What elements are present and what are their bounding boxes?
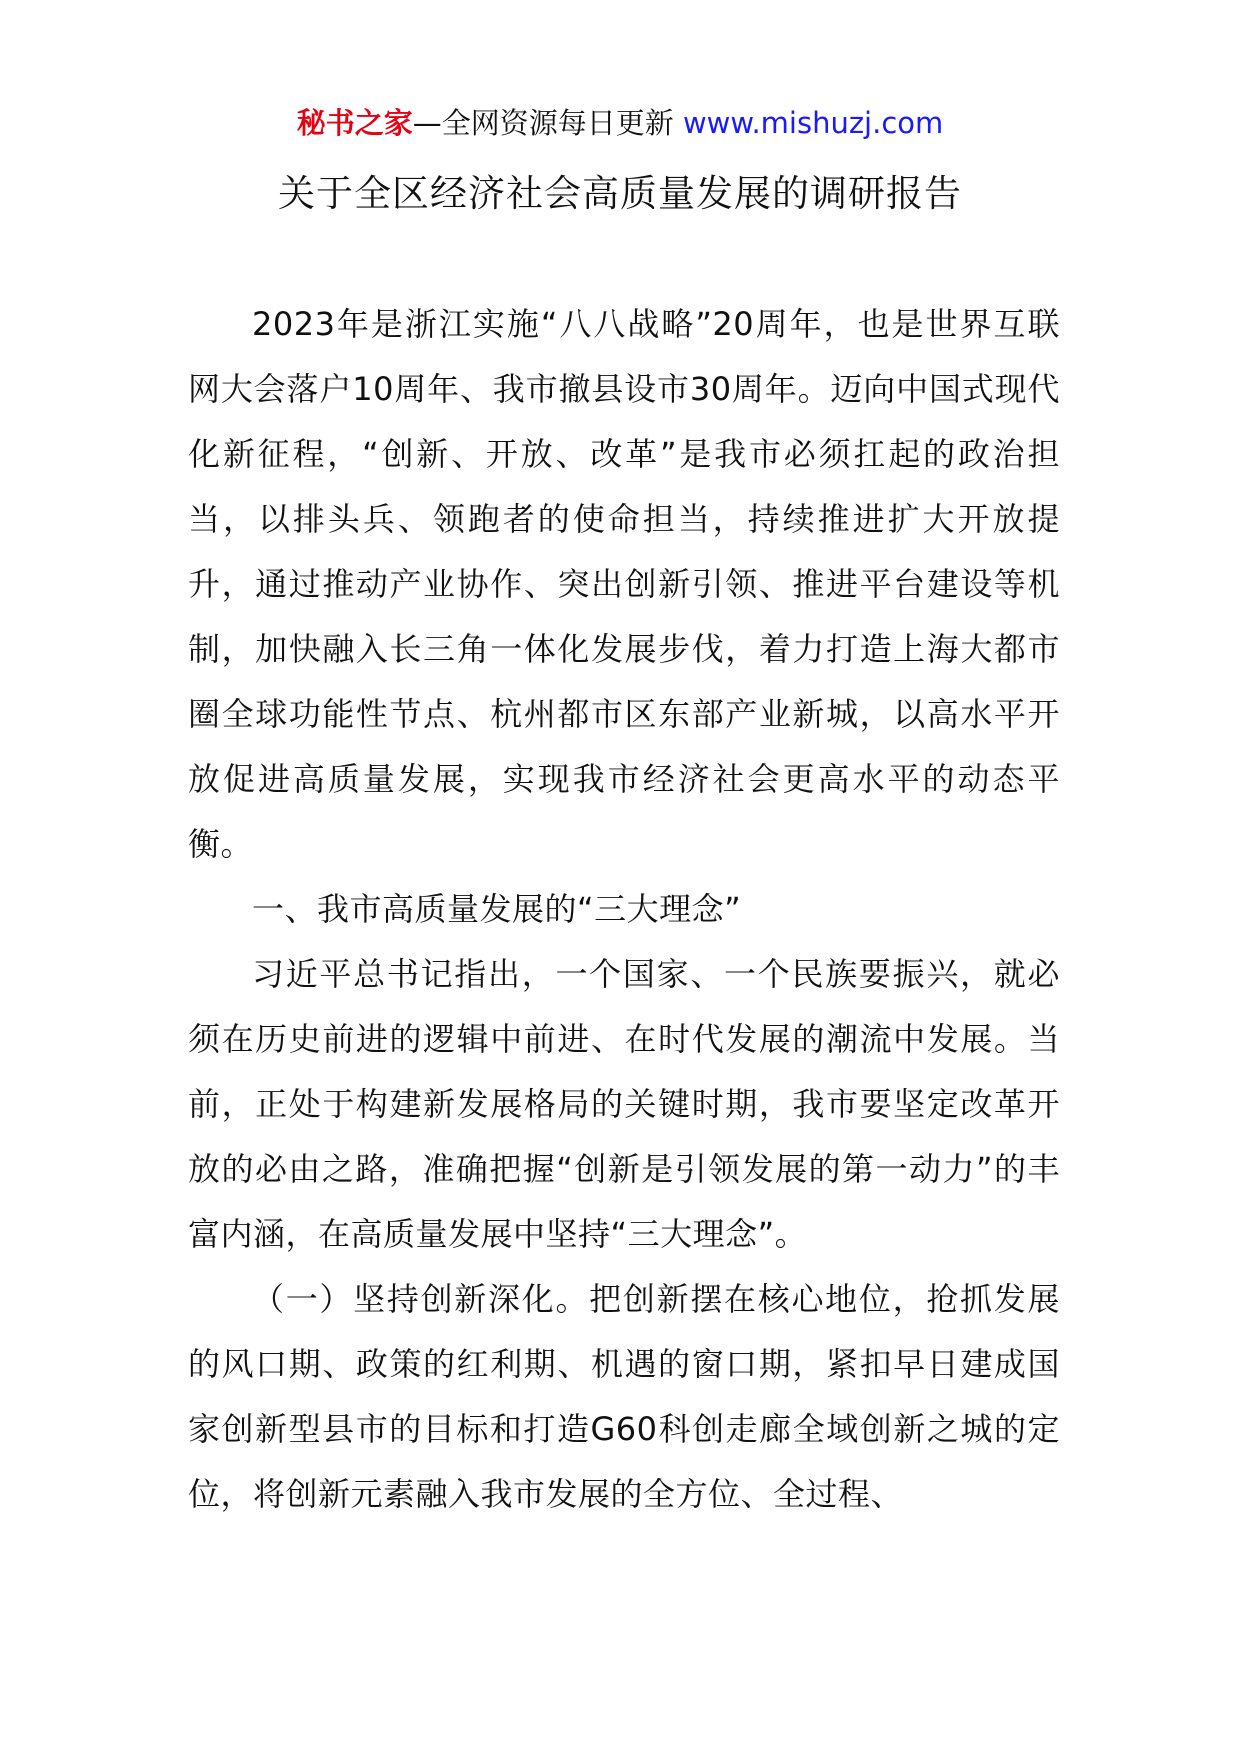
intro-paragraph: 2023年是浙江实施“八八战略”20周年，也是世界互联网大会落户10周年、我市撤县设市30周年。迈向中国式现代化新征程，“创新、开放、改革”是我市必须扛起的政治担当，以排头兵、领跑者的使命担当，持续推进扩大开放提升，通过推动产业协作、突出创新引领、推进平台建设等机制，加快融入长三角一体化发展步伐，着力打造上海大都市圈全球功能性节点、杭州都市区东部产业新城，以高水平开放促进高质量发展，实现我市经济社会更高水平的动态平衡。: [188, 305, 1060, 863]
brand-name: 秘书之家: [296, 106, 413, 140]
document-body: [188, 292, 1060, 1527]
brand-slogan: —全网资源每日更新: [412, 106, 674, 140]
document-title: 关于全区经济社会高质量发展的调研报告: [278, 172, 962, 215]
watermark-header: [0, 103, 1240, 143]
website-link[interactable]: www.mishuzj.com: [682, 106, 944, 140]
section-paragraph-1: 习近平总书记指出，一个国家、一个民族要振兴，就必须在历史前进的逻辑中前进、在时代发展的潮流中发展。当前，正处于构建新发展格局的关键时期，我市要坚定改革开放的必由之路，准确把握“创新是引领发展的第一动力”的丰富内涵，在高质量发展中坚持“三大理念”。: [188, 955, 1060, 1253]
subsection-paragraph-1: （一）坚持创新深化。把创新摆在核心地位，抢抓发展的风口期、政策的红利期、机遇的窗口期，紧扣早日建成国家创新型县市的目标和打造G60科创走廊全域创新之城的定位，将创新元素融入我市发展的全方位、全过程、: [188, 1280, 1060, 1513]
section-heading-1: 一、我市高质量发展的“三大理念”: [252, 890, 742, 928]
